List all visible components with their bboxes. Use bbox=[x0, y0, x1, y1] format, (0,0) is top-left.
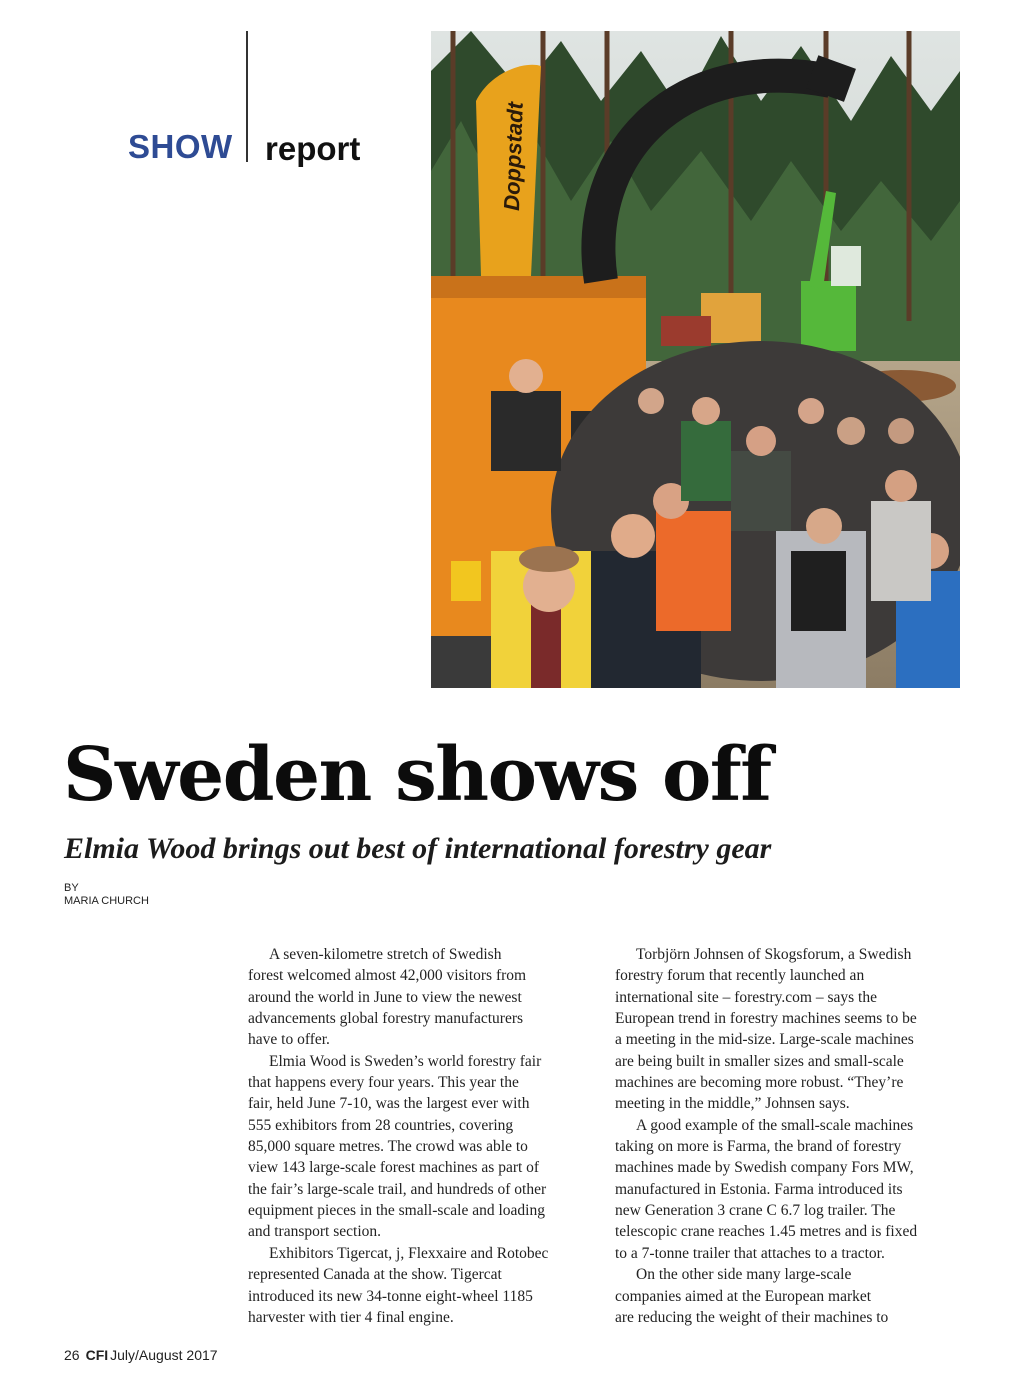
body-line: and transport section. bbox=[248, 1223, 382, 1241]
body-line: forest welcomed almost 42,000 visitors from bbox=[248, 967, 527, 985]
magazine-name: CFI bbox=[85, 1347, 109, 1363]
doppstadt-sign bbox=[476, 65, 541, 276]
body-line: a meeting in the mid-size. Large-scale machines bbox=[615, 1031, 914, 1049]
body-column-right bbox=[615, 944, 963, 1328]
body-line: fair, held June 7-10, was the largest ever with bbox=[248, 1095, 530, 1113]
body-column-left bbox=[248, 944, 596, 1328]
body-line: Elmia Wood is Sweden’s world forestry fair bbox=[269, 1052, 542, 1070]
body-line: meeting in the middle,” Johnsen says. bbox=[615, 1095, 850, 1113]
page-number: 26 bbox=[64, 1347, 80, 1363]
page-footer bbox=[64, 1347, 218, 1363]
body-line: new Generation 3 crane C 6.7 log trailer. The bbox=[615, 1202, 896, 1220]
body-line: harvester with tier 4 final engine. bbox=[248, 1308, 454, 1326]
body-line: machines are becoming more robust. “They’re bbox=[615, 1074, 904, 1092]
body-line: taking on more is Farma, the brand of forestry bbox=[615, 1138, 902, 1156]
body-line: around the world in June to view the newest bbox=[248, 988, 522, 1006]
section-divider bbox=[246, 31, 248, 162]
body-line: that happens every four years. This year the bbox=[248, 1074, 519, 1092]
body-line: forestry forum that recently launched an bbox=[615, 967, 865, 985]
body-line: European trend in forestry machines seems to be bbox=[615, 1010, 917, 1028]
byline-label: BY bbox=[64, 882, 79, 894]
body-line: 85,000 square metres. The crowd was able to bbox=[248, 1138, 528, 1156]
body-line: advancements global forestry manufacturers bbox=[248, 1010, 524, 1028]
body-line: manufactured in Estonia. Farma introduced its bbox=[615, 1180, 903, 1198]
issue-date: July/August 2017 bbox=[110, 1347, 218, 1363]
body-line: represented Canada at the show. Tigercat bbox=[248, 1266, 502, 1284]
body-line: telescopic crane reaches 1.45 metres and is fixed bbox=[615, 1223, 918, 1241]
body-line: are being built in smaller sizes and small-scale bbox=[615, 1052, 904, 1070]
section-show: SHOW bbox=[128, 128, 233, 165]
body-line: introduced its new 34-tonne eight-wheel 1185 bbox=[248, 1287, 533, 1305]
headline: Sweden shows off bbox=[63, 732, 771, 818]
body-line: A seven-kilometre stretch of Swedish bbox=[269, 946, 502, 963]
subheadline: Elmia Wood brings out best of international forestry gear bbox=[64, 832, 772, 865]
hero-photo bbox=[431, 31, 960, 688]
body-line: machines made by Swedish company Fors MW, bbox=[615, 1159, 914, 1177]
byline-author: MARIA CHURCH bbox=[64, 895, 149, 907]
body-line: have to offer. bbox=[248, 1031, 330, 1049]
body-line: On the other side many large-scale bbox=[636, 1266, 852, 1284]
body-line: the fair’s large-scale trail, and hundreds of other bbox=[248, 1180, 547, 1198]
svg-text:Doppstadt: Doppstadt bbox=[499, 101, 528, 212]
body-line: A good example of the small-scale machines bbox=[636, 1116, 914, 1134]
body-line: Exhibitors Tigercat, j, Flexxaire and Rotobec bbox=[269, 1244, 549, 1262]
section-report: report bbox=[265, 130, 361, 167]
body-line: to a 7-tonne trailer that attaches to a tractor. bbox=[615, 1244, 885, 1262]
body-line: view 143 large-scale forest machines as part of bbox=[248, 1159, 540, 1177]
byline bbox=[64, 882, 149, 908]
body-line: Torbjörn Johnsen of Skogsforum, a Swedish bbox=[636, 946, 912, 963]
body-line: are reducing the weight of their machines to bbox=[615, 1308, 889, 1326]
body-line: equipment pieces in the small-scale and loading bbox=[248, 1202, 545, 1220]
body-line: international site – forestry.com – says the bbox=[615, 988, 877, 1006]
body-line: 555 exhibitors from 28 countries, covering bbox=[248, 1116, 514, 1134]
body-line: companies aimed at the European market bbox=[615, 1287, 872, 1305]
